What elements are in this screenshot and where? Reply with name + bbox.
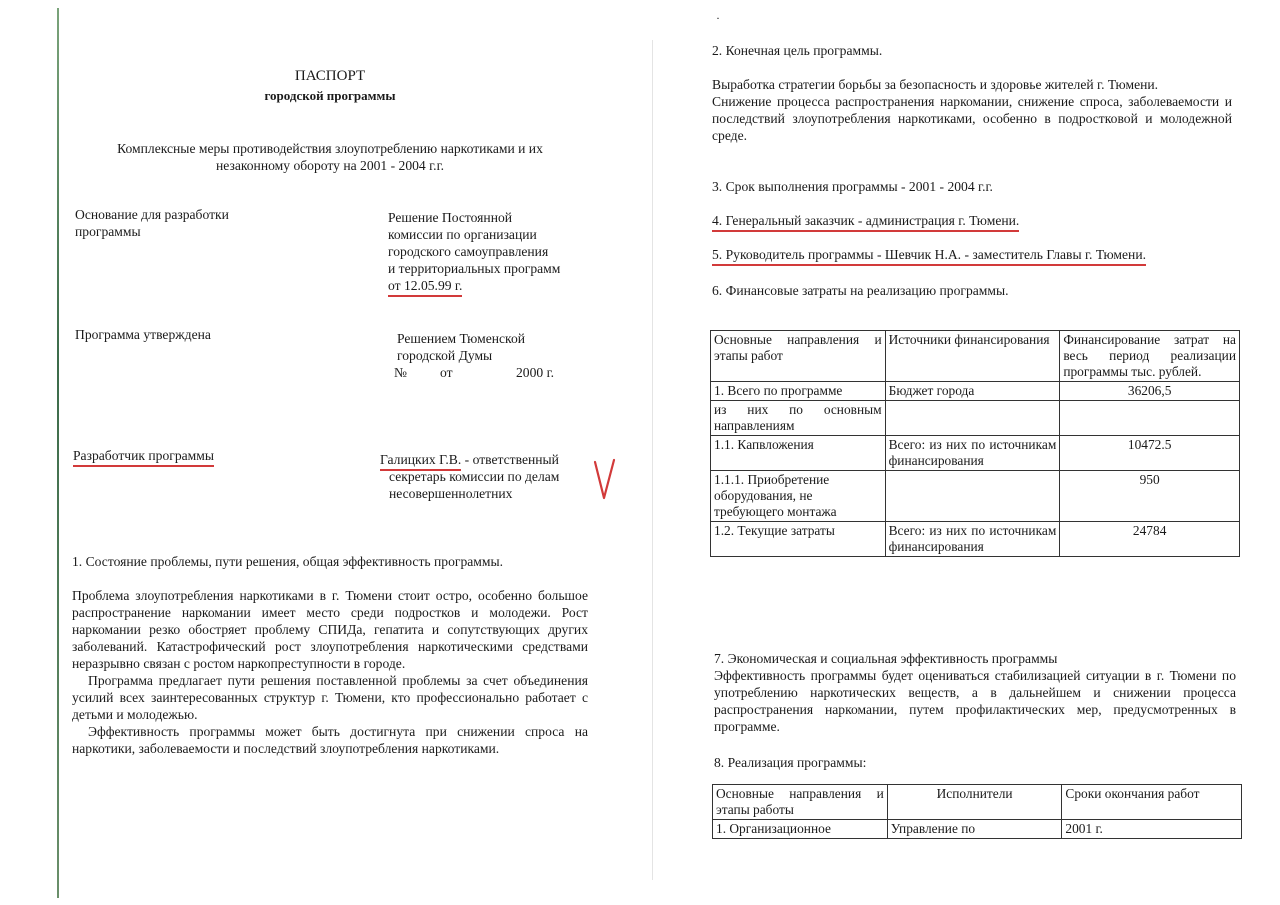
basis-label: Основание для разработки программы [75, 207, 229, 239]
table-cell [1060, 401, 1240, 436]
table-cell [885, 401, 1060, 436]
page-gutter [652, 40, 653, 880]
table-header: Основные направления и этапы работы [713, 785, 888, 820]
section4 [712, 212, 1019, 229]
table-cell [885, 471, 1060, 522]
table-header: Финансирование затрат на весь период реализации программы тыс. рублей. [1060, 331, 1240, 382]
section7-body: Эффективность программы будет оцениваться стабилизацией ситуации в г. Тюмени по употреблению наркотических веществ, а в дальнейшем и снижении процесса распространения наркомании, путем профилактических мер, предусмотренных в программе. [714, 668, 1236, 734]
table-row [711, 436, 1240, 471]
section4-text: 4. Генеральный заказчик - администрация г. Тюмени. [712, 213, 1019, 232]
developer-value [380, 451, 600, 502]
basis-line: городского самоуправления [388, 244, 549, 259]
developer-label-text: Разработчик программы [73, 448, 214, 467]
approved-value [397, 330, 597, 364]
section1-body [72, 587, 588, 757]
approved-ot: от [440, 365, 453, 380]
approved-no: № [394, 365, 407, 380]
developer-name: Галицких Г.В. [380, 452, 461, 471]
section7-heading: 7. Экономическая и социальная эффективность программы [714, 651, 1058, 666]
table-cell: 36206,5 [1060, 382, 1240, 401]
approved-label: Программа утверждена [75, 327, 211, 342]
table-cell: 950 [1060, 471, 1240, 522]
table-cell: 24784 [1060, 522, 1240, 557]
table-header: Исполнители [887, 785, 1062, 820]
table-row [713, 820, 1242, 839]
scan-edge [57, 8, 59, 898]
section8-heading: 8. Реализация программы: [714, 755, 867, 770]
table-cell: Управление по [887, 820, 1062, 839]
program-name-line1: Комплексные меры противодействия злоупотреблению наркотиками и их [117, 141, 543, 156]
developer-role-line: секретарь комиссии по делам [389, 469, 560, 484]
table-header-row [711, 331, 1240, 382]
basis-line: комиссии по организации [388, 227, 537, 242]
section1-heading: 1. Состояние проблемы, пути решения, общая эффективность программы. [72, 554, 504, 569]
scan-dot: · [716, 11, 720, 25]
table-header: Основные направления и этапы работ [711, 331, 886, 382]
table-cell: 1. Организационное [713, 820, 888, 839]
table-cell: из них по основным направлениям [711, 401, 886, 436]
table-row [711, 382, 1240, 401]
section1-paragraph: Эффективность программы может быть достигнута при снижении спроса на наркотики, заболеваемости и последствий злоупотребления наркотиками. [72, 724, 588, 756]
section2-paragraph: Выработка стратегии борьбы за безопасность и здоровье жителей г. Тюмени. [712, 77, 1159, 92]
table-header: Источники финансирования [885, 331, 1060, 382]
table-row [711, 401, 1240, 436]
section1-paragraph: Программа предлагает пути решения поставленной проблемы за счет объединения усилий всех заинтересованных структур г. Тюмени, кто профессионально работает с детьми и молодежью. [72, 673, 588, 722]
developer-label [73, 447, 214, 464]
table-cell: Всего: из них по источникам финансирования [885, 436, 1060, 471]
table-header: Сроки окончания работ [1062, 785, 1242, 820]
table-cell: 1.2. Текущие затраты [711, 522, 886, 557]
developer-role-line: несовершеннолетних [389, 486, 513, 501]
approved-line: Решением Тюменской [397, 331, 526, 346]
section3: 3. Срок выполнения программы - 2001 - 2004 г.г. [712, 179, 993, 194]
table-cell: Бюджет города [885, 382, 1060, 401]
table-row [711, 471, 1240, 522]
section1-paragraph: Проблема злоупотребления наркотиками в г. Тюмени стоит остро, особенно большое распространение наркомании имеет место среди подростков и молодежи. Рост наркомании резко обостряет проблему СПИДа, гепатита и сопутствующих других заболеваний. Катастрофический рост злоупотребления наркотическими средствами неразрывно связан с ростом наркопреступности в городе. [72, 588, 588, 671]
implementation-table [712, 784, 1242, 839]
basis-line: Решение Постоянной [388, 210, 513, 225]
table-row [711, 522, 1240, 557]
approved-line: городской Думы [397, 348, 493, 363]
table-cell: 1. Всего по программе [711, 382, 886, 401]
table-header-row [713, 785, 1242, 820]
table-cell: 10472.5 [1060, 436, 1240, 471]
table-cell: 2001 г. [1062, 820, 1242, 839]
document-title: ПАСПОРТ [294, 68, 366, 84]
approved-year: 2000 г. [516, 365, 555, 380]
table-cell: Всего: из них по источникам финансирования [885, 522, 1060, 557]
document-subtitle: городской программы [264, 88, 396, 103]
table-cell: 1.1.1. Приобретение оборудования, не требующего монтажа [711, 471, 886, 522]
section2-paragraph: Снижение процесса распространения наркомании, снижение спроса, заболеваемости и последствий злоупотребления наркотиками, особенно в подростковой и молодежной среде. [712, 94, 1232, 143]
basis-value [388, 209, 598, 294]
section6: 6. Финансовые затраты на реализацию программы. [712, 283, 1009, 298]
finance-table [710, 330, 1240, 557]
basis-date: от 12.05.99 г. [388, 278, 462, 297]
basis-line: и территориальных программ [388, 261, 561, 276]
section2-body [712, 76, 1232, 144]
program-name-line2: незаконному обороту на 2001 - 2004 г.г. [215, 158, 445, 173]
developer-role: - ответственный [461, 452, 559, 467]
table-cell: 1.1. Капвложения [711, 436, 886, 471]
section2-heading: 2. Конечная цель программы. [712, 43, 883, 58]
checkmark-icon [592, 458, 618, 502]
section5 [712, 246, 1146, 263]
section5-text: 5. Руководитель программы - Шевчик Н.А. - заместитель Главы г. Тюмени. [712, 247, 1146, 266]
